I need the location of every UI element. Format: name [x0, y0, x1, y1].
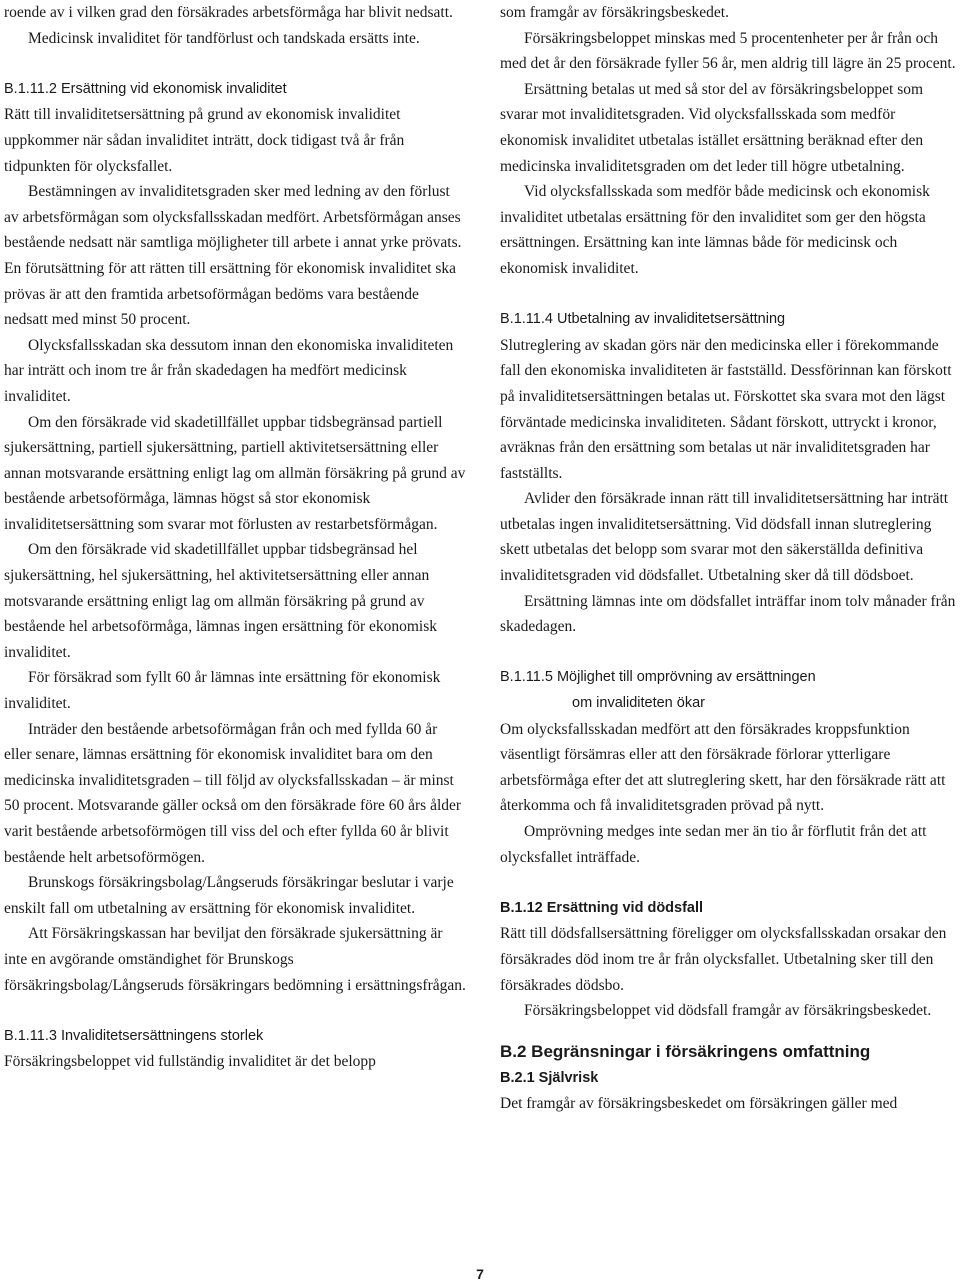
section-heading-b1115-continued: om invaliditeten ökar: [572, 695, 705, 712]
paragraph-partiell: Om den försäkrade vid skadetillfället uppbar tidsbegränsad partiell sjukersättning, partiell sjukersättning, partiell aktivitetsersättning eller annan motsvarande ersättning enligt lag om allmän försäkring på grund av bestående arbetsoförmåga, lämnas högst så stor ekonomisk invaliditetsersättning som svarar mot förlusten av restarbetsförmågan.: [4, 413, 466, 533]
spacer: [500, 870, 956, 896]
section-heading-b1112: B.1.11.2 Ersättning vid ekonomisk invaliditet: [4, 80, 287, 97]
paragraph-ratt-till-ersattning: Rätt till invaliditetsersättning på grund av ekonomisk invaliditet uppkommer när sådan invaliditet inträtt, dock tidigast två år från tidpunkten för olycksfallet.: [4, 106, 405, 175]
section-heading-b1115: B.1.11.5 Möjlighet till omprövning av ersättningen: [500, 669, 816, 686]
paragraph-medicinsk: Medicinsk invaliditet för tandförlust och tandskada ersätts inte.: [28, 29, 420, 47]
spacer: [500, 282, 956, 308]
paragraph-bade: Vid olycksfallsskada som medför både medicinsk och ekonomisk invaliditet utbetalas ersättning för den invaliditet som ger den högsta ersättningen. Ersättning kan inte lämnas både för medicinsk och ekonomisk invaliditet.: [500, 183, 930, 277]
paragraph-dodsfall-belopp: Försäkringsbeloppet vid dödsfall framgår av försäkringsbeskedet.: [524, 1002, 932, 1020]
section-heading-b112: B.1.12 Ersättning vid dödsfall: [500, 899, 704, 916]
section-heading-b2: B.2 Begränsningar i försäkringens omfattning: [500, 1041, 871, 1061]
paragraph-betalas: Ersättning betalas ut med så stor del av försäkringsbeloppet som svarar mot invaliditetsgraden. Vid olycksfallsskada som medför ekonomisk invaliditet utbetalas istället ersättning beräknad efter den medicinska invaliditetsgraden om det leder till högre utbetalning.: [500, 80, 924, 175]
paragraph-olycksfallsskadan: Olycksfallsskadan ska dessutom innan den ekonomiska invaliditeten har inträtt och inom tre år från skadedagen ha medfört medicinsk invaliditet.: [4, 336, 454, 405]
spacer: [4, 998, 466, 1024]
paragraph-sjalvrisk: Det framgår av försäkringsbeskedet om försäkringen gäller med: [500, 1095, 898, 1113]
spacer: [500, 640, 956, 666]
paragraph-avlider: Avlider den försäkrade innan rätt till invaliditetsersättning har inträtt utbetalas ingen invaliditetsersättning. Vid dödsfall innan slutreglering skett utbetalas det belopp som svarar mot den säkerställda definitiva invaliditetsgraden vid dödsfallet. Utbetalning sker då till dödsboet.: [500, 490, 949, 585]
paragraph-storlek: Försäkringsbeloppet vid fullständig invaliditet är det belopp: [4, 1053, 376, 1071]
paragraph-brunskogs: Brunskogs försäkringsbolag/Långseruds försäkringar beslutar i varje enskilt fall om utbetalning av ersättning för ekonomisk invaliditet.: [4, 874, 454, 917]
right-column: [500, 0, 956, 1117]
section-heading-b1114: B.1.11.4 Utbetalning av invaliditetsersättning: [500, 311, 786, 328]
paragraph-tolv-manader: Ersättning lämnas inte om dödsfallet inträffar inom tolv månader från skadedagen.: [500, 592, 956, 636]
paragraph-dodsfall: Rätt till dödsfallsersättning föreligger om olycksfallsskadan orsakar den försäkrades död inom tre år från olycksfallet. Utbetalning sker till den försäkrades dödsbo.: [500, 925, 947, 994]
paragraph-60-ar: För försäkrad som fyllt 60 år lämnas inte ersättning för ekonomisk invaliditet.: [4, 669, 441, 713]
paragraph-intrader: Inträder den bestående arbetsoförmågan från och med fyllda 60 år eller senare, lämnas ersättning för ekonomisk invaliditet bara om den medicinska invaliditetsgraden – till följd av olycksfallsskadan – är minst 50 procent. Motsvarande gäller också om den försäkrade före 60 års ålder varit bestående arbetsoförmögen till viss del och efter fyllda 60 år blivit bestående helt arbetsoförmögen.: [4, 720, 462, 866]
paragraph-bestamningen: Bestämningen av invaliditetsgraden sker med ledning av den förlust av arbetsförmågan som olycksfallsskadan medfört. Arbetsförmågan anses bestående nedsatt när samtliga möjligheter till arbete i annat yrke prövats. En förutsättning för att rätten till ersättning för ekonomisk invaliditet ska prövas är att den framtida arbetsoförmågan bedöms vara bestående nedsatt med minst 50 procent.: [4, 183, 462, 329]
paragraph-slutreglering: Slutreglering av skadan görs när den medicinska eller i förekommande fall den ekonomiska invaliditeten är fastställd. Dessförinnan kan förskott på invaliditetsersättningen betalas ut. Förskottet ska svara mot den lägst förväntade medicinska invaliditeten. Sådant förskott, uttryckt i kronor, avräknas från den ersättning som betalas ut när invaliditetsgraden har fastställts.: [500, 336, 952, 482]
paragraph-hel: Om den försäkrade vid skadetillfället uppbar tidsbegränsad hel sjukersättning, hel sjukersättning, hel aktivitetsersättning eller annan motsvarande ersättning enligt lag om allmän försäkring på grund av bestående hel arbetsoförmåga, lämnas ingen ersättning för ekonomisk invaliditet.: [4, 541, 438, 661]
spacer: [4, 51, 466, 77]
paragraph-minskas: Försäkringsbeloppet minskas med 5 procentenheter per år från och med det år den försäkrade fyller 56 år, men aldrig till lägre än 25 procent.: [500, 29, 956, 73]
section-heading-b21: B.2.1 Självrisk: [500, 1069, 599, 1086]
paragraph-framgar: som framgår av försäkringsbeskedet.: [500, 4, 729, 21]
paragraph-kroppsfunktion: Om olycksfallsskadan medfört att den försäkrades kroppsfunktion väsentligt försämras eller att den försäkrade förlorar ytterligare arbetsförmåga efter det att slutreglering skett, har den försäkrade rätt att återkomma och få invaliditetsgraden prövad på nytt.: [500, 720, 946, 815]
paragraph-continued: roende av i vilken grad den försäkrades arbetsförmåga har blivit nedsatt.: [4, 4, 453, 21]
left-column: [4, 0, 466, 1075]
spacer: [500, 1024, 956, 1038]
section-heading-b1113: B.1.11.3 Invaliditetsersättningens storlek: [4, 1027, 264, 1044]
paragraph-forsakringskassan: Att Försäkringskassan har beviljat den försäkrade sjukersättning är inte en avgörande omständighet för Brunskogs försäkringsbolag/Långseruds försäkringars bedömning i ersättningsfrågan.: [4, 925, 466, 994]
page-number: 7: [476, 1266, 484, 1282]
paragraph-omprovning: Omprövning medges inte sedan mer än tio år förflutit från det att olycksfallet inträffade.: [500, 823, 927, 866]
